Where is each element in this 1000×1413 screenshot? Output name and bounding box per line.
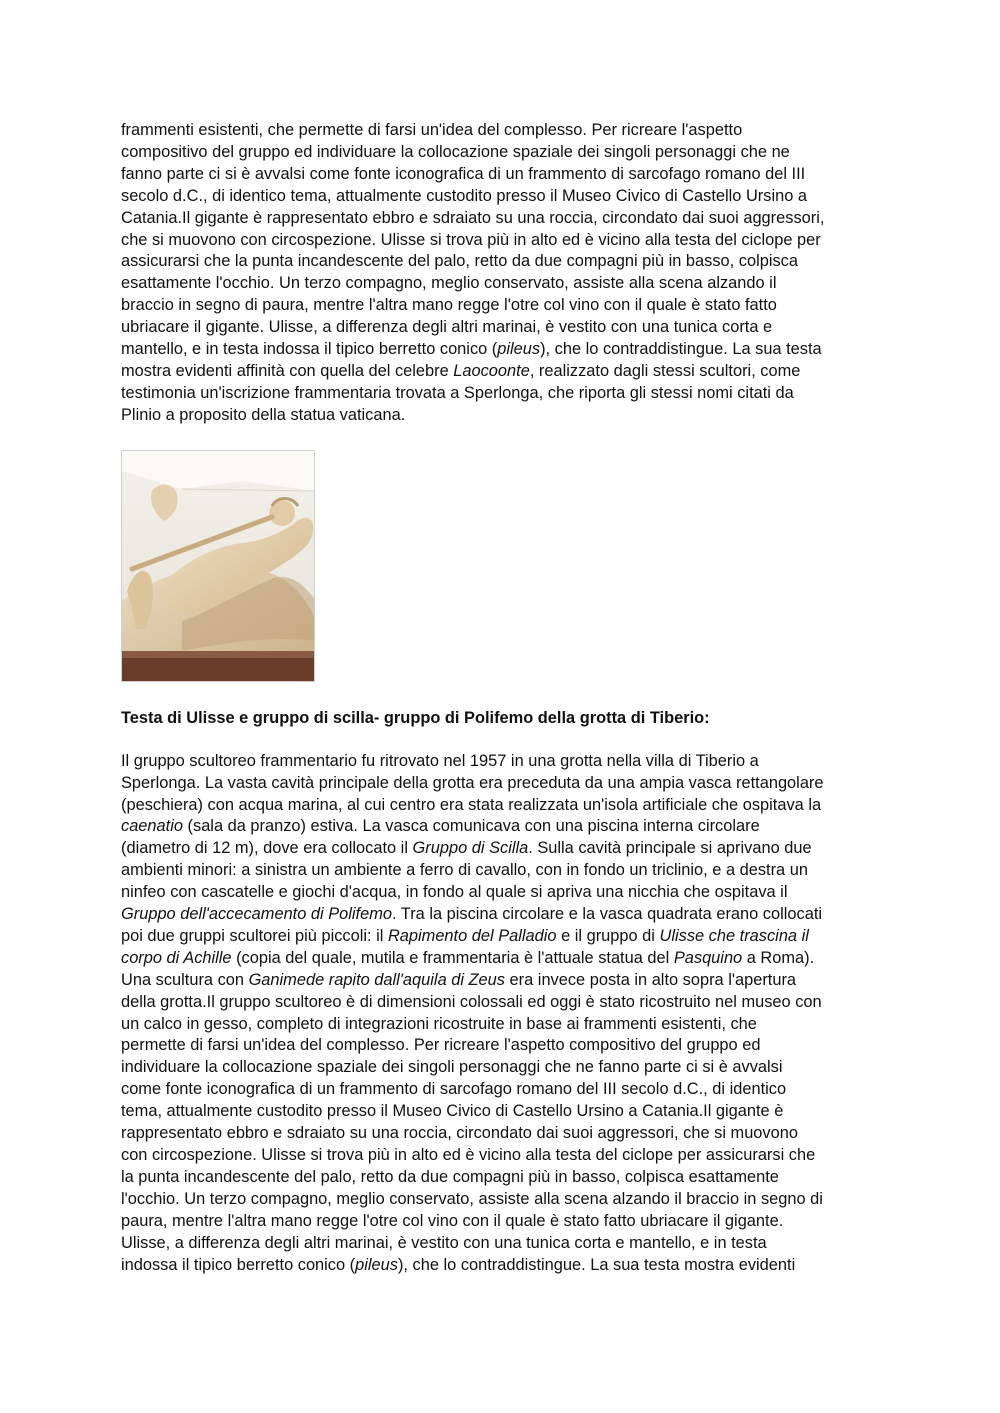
italic-text-run: Gruppo di Scilla — [412, 839, 529, 858]
italic-text-run: caenatio — [121, 817, 183, 836]
text-run: , realizzato dagli stessi scultori, come testimonia un'iscrizione frammentaria trovata a Sperlonga, che riporta gli stessi nomi citati da Plinio a proposito della statua vaticana. — [121, 361, 801, 424]
text-run: a Roma). Una scultura con — [121, 948, 815, 989]
text-run: . Tra la piscina circolare e la vasca quadrata erano collocati poi due gruppi scultorei più piccoli: il — [121, 905, 823, 945]
text-run: Il gruppo scultoreo frammentario fu ritrovato nel 1957 in una grotta nella villa di Tiberio a Sperlonga. La vasta cavità principale della grotta era preceduta da una ampia vasca rettangolare (peschiera) con acqua marina, al cui centro era stata realizzata un'isola artificiale che ospitava la — [121, 751, 824, 814]
polyphemus-sculpture-image — [122, 451, 315, 682]
text-run: era invece posta in alto sopra l'apertura della grotta.Il gruppo scultoreo è di dimensioni colossali ed oggi è stato ricostruito nel museo con un calco in gesso, completo di integrazioni ricostruite in base ai frammenti esistenti, che permette di farsi un'idea del complesso. Per ricreare l'aspetto compositivo del gruppo ed individuare la collocazione spaziale dei singoli personaggi che ne fanno parte ci si è avvalsi come fonte iconografica di un frammento di sarcofago romano del III secolo d.C., di identico tema, attualmente custodito presso il Museo Civico di Castello Ursino a Catania.Il gigante è rappresentato ebbro e sdraiato su una roccia, circondato dai suoi aggressori, che si muovono con circospezione. Ulisse si trova più in alto ed è vicino alla testa del ciclope per assicurarsi che la punta incandescente del palo, retto da due compagni più in basso, colpisca esattamente l'occhio. Un terzo compagno, meglio conservato, assiste alla scena alzando il braccio in segno di paura, mentre l'altra mano regge l'otre col vino con il quale è stato fatto ubriacare il gigante. Ulisse, a differenza degli altri marinai, è vestito con una tunica corta e mantello, e in testa indossa il tipico berretto conico ( — [121, 970, 823, 1274]
italic-text-run: Laocoonte — [453, 361, 530, 380]
document-page — [121, 120, 891, 1276]
italic-text-run: Ganimede rapito dall'aquila di Zeus — [248, 970, 505, 989]
section-heading: Testa di Ulisse e gruppo di scilla- gruppo di Polifemo della grotta di Tiberio: — [121, 708, 710, 727]
text-run: frammenti esistenti, che permette di farsi un'idea del complesso. Per ricreare l'aspetto compositivo del gruppo ed individuare la collocazione spaziale dei singoli personaggi che ne fanno parte ci si è avvalsi come fonte iconografica di un frammento di sarcofago romano del III secolo d.C., di identico tema, attualmente custodito presso il Museo Civico di Castello Ursino a Catania.Il gigante è rappresentato ebbro e sdraiato su una roccia, circondato dai suoi aggressori, che si muovono con circospezione. Ulisse si trova più in alto ed è vicino alla testa del ciclope per assicurarsi che la punta incandescente del palo, retto da due compagni più in basso, colpisca esattamente l'occhio. Un terzo compagno, meglio conservato, assiste alla scena alzando il braccio in segno di paura, mentre l'altra mano regge l'otre col vino con il quale è stato fatto ubriacare il gigante. Ulisse, a differenza degli altri marinai, è vestito con una tunica corta e mantello, e in testa indossa il tipico berretto conico ( — [121, 121, 825, 359]
italic-text-run: Ulisse che trascina il corpo di Achille — [121, 926, 809, 967]
italic-text-run: Pasquino — [673, 948, 743, 967]
text-run: . Sulla cavità principale si aprivano due ambienti minori: a sinistra un ambiente a ferro di cavallo, con in fondo un triclinio, e a destra un ninfeo con cascatelle e giochi d'acqua, in fondo al quale si apriva una nicchia che ospitava il — [121, 839, 812, 902]
italic-text-run: Rapimento del Palladio — [387, 926, 557, 945]
text-run: ), che lo contraddistingue. La sua testa mostra evidenti — [397, 1255, 796, 1274]
sculpture-photo — [121, 450, 315, 682]
italic-text-run: pileus — [355, 1255, 398, 1274]
text-run: ), che lo contraddistingue. La sua testa mostra evidenti affinità con quella del celebre — [121, 340, 822, 380]
italic-text-run: pileus — [497, 340, 541, 359]
text-run: (sala da pranzo) estiva. La vasca comunicava con una piscina interna circolare (diametro di 12 m), dove era collocato il — [121, 817, 760, 858]
text-run: e il gruppo di — [556, 926, 660, 945]
body-paragraph — [121, 751, 891, 1277]
text-run: (copia del quale, mutila e frammentaria è l'attuale statua del — [231, 948, 674, 967]
body-paragraph-continued — [121, 120, 891, 427]
italic-text-run: Gruppo dell'accecamento di Polifemo — [121, 905, 392, 924]
